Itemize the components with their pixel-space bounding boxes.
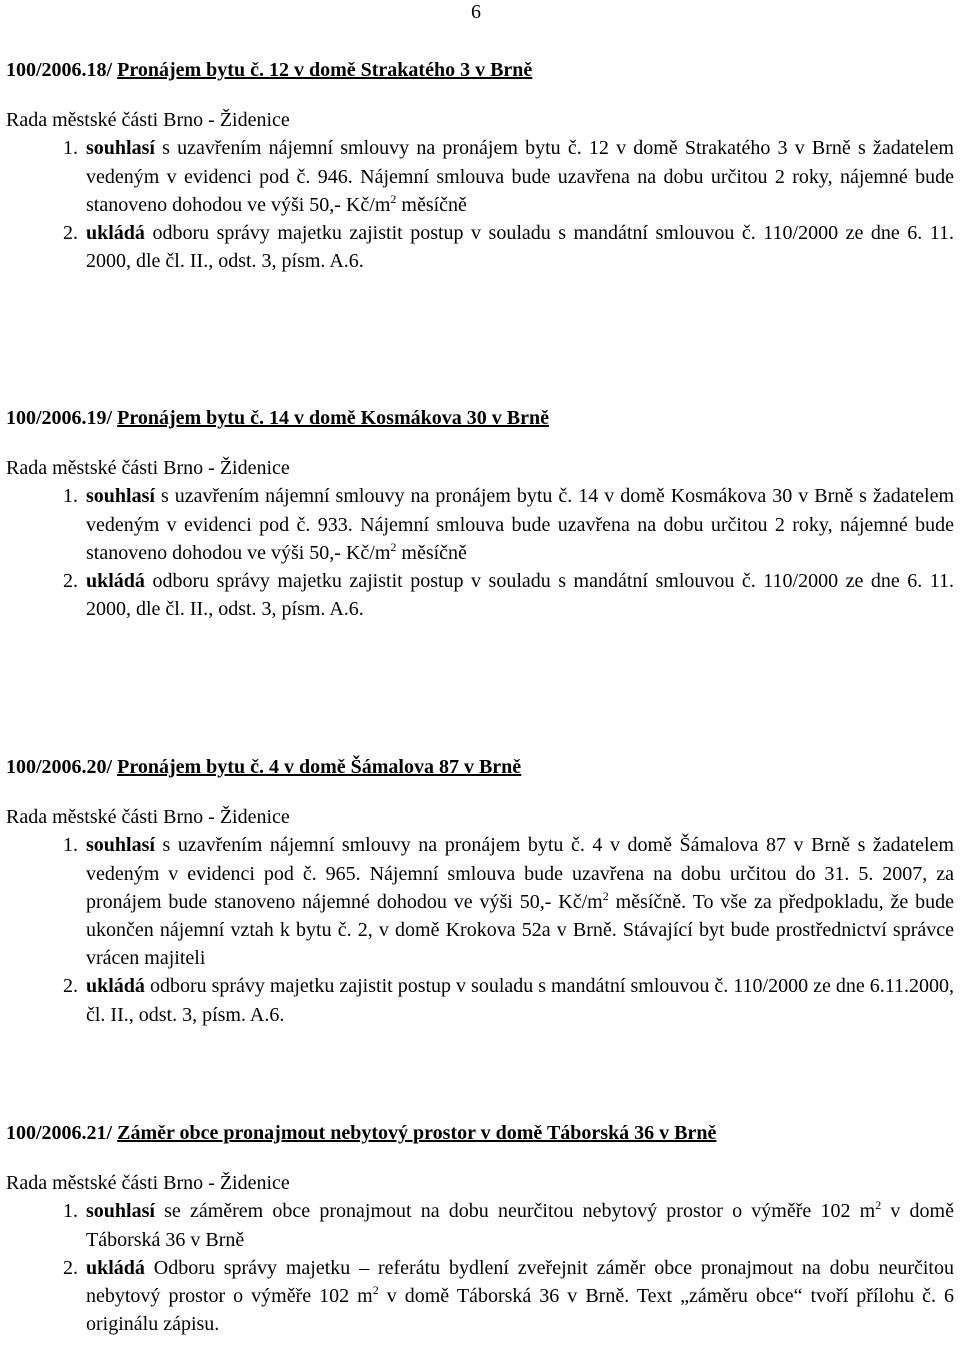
item-verb: ukládá [86, 1256, 145, 1279]
council-name: Rada městské části Brno - Židenice [6, 109, 290, 132]
superscript: 2 [875, 1198, 882, 1213]
resolution-items [6, 1197, 954, 1338]
item-text-cont: měsíčně [396, 541, 467, 564]
item-number: 1. [63, 1200, 78, 1223]
superscript: 2 [390, 191, 397, 206]
council-name: Rada městské části Brno - Židenice [6, 457, 290, 480]
item-text: s uzavřením nájemní smlouvy na pronájem bytu č. 12 v domě Strakatého 3 v Brně s žadatelem vedeným v evidenci pod č. 946. Nájemní smlouva bude uzavřena na dobu určitou 2 roky, nájemné bude stanoveno dohodou ve výši 50,- Kč/m [86, 137, 954, 216]
item-verb: souhlasí [86, 834, 155, 857]
item-verb: ukládá [86, 570, 145, 593]
resolution-number: 100/2006.21/ [6, 1122, 113, 1144]
resolution-item [6, 1254, 954, 1339]
item-text: odboru správy majetku zajistit postup v souladu s mandátní smlouvou č. 110/2000 ze dne 6. 11. 2000, dle čl. II., odst. 3, písm. A.6. [86, 222, 954, 273]
resolution-item [6, 134, 954, 219]
resolution-section [6, 56, 954, 275]
item-verb: souhlasí [86, 137, 155, 160]
resolution-heading [6, 753, 954, 781]
resolution-item [6, 219, 954, 275]
item-verb: ukládá [86, 222, 145, 245]
item-number: 2. [63, 1256, 78, 1279]
item-verb: souhlasí [86, 1200, 155, 1223]
item-text: s uzavřením nájemní smlouvy na pronájem bytu č. 4 v domě Šámalova 87 v Brně s žadatelem vedeným v evidenci pod č. 965. Nájemní smlouva bude uzavřena na dobu určitou do 31. 5. 2007, za pronájem bude stanoveno nájemné dohodou ve výši 50,- Kč/m [86, 834, 954, 913]
page-number: 6 [471, 1, 481, 23]
resolution-title: Záměr obce pronajmout nebytový prostor v domě Táborská 36 v Brně [117, 1122, 717, 1144]
item-text: se záměrem obce pronajmout na dobu neurčitou nebytový prostor o výměře 102 m [154, 1200, 876, 1223]
item-text: Odboru správy majetku – referátu bydlení zveřejnit záměr obce pronajmout na dobu neurčitou nebytový prostor o výměře 102 m [86, 1256, 954, 1308]
item-text: odboru správy majetku zajistit postup v souladu s mandátní smlouvou č. 110/2000 ze dne 6. 11. 2000, dle čl. II., odst. 3, písm. A.6. [86, 570, 954, 621]
resolution-heading [6, 1119, 954, 1147]
item-number: 2. [63, 570, 78, 593]
item-text: s uzavřením nájemní smlouvy na pronájem bytu č. 14 v domě Kosmákova 30 v Brně s žadatelem vedeným v evidenci pod č. 933. Nájemní smlouva bude uzavřena na dobu určitou 2 roky, nájemné bude stanoveno dohodou ve výši 50,- Kč/m [86, 485, 954, 564]
resolution-items [6, 831, 954, 1028]
resolution-item [6, 1197, 954, 1253]
resolution-heading [6, 404, 954, 432]
item-text-cont: v domě Táborská 36 v Brně [86, 1200, 954, 1251]
item-number: 2. [63, 975, 78, 998]
superscript: 2 [372, 1283, 379, 1298]
item-number: 1. [63, 137, 78, 160]
resolution-section [6, 753, 954, 1029]
superscript: 2 [390, 539, 397, 554]
resolution-section [6, 404, 954, 623]
resolution-item [6, 831, 954, 972]
resolution-items [6, 134, 954, 275]
resolution-item [6, 567, 954, 623]
superscript: 2 [602, 888, 609, 903]
resolution-heading [6, 56, 954, 84]
resolution-number: 100/2006.20/ [6, 756, 113, 778]
item-text-cont: měsíčně. To vše za předpokladu, že bude ukončen nájemní vztah k bytu č. 2, v domě Krokova 52a v Brně. Stávající byt bude prostřednictví správce vrácen majiteli [86, 890, 954, 970]
resolution-title: Pronájem bytu č. 4 v domě Šámalova 87 v Brně [117, 756, 522, 778]
item-text: odboru správy majetku zajistit postup v souladu s mandátní smlouvou č. 110/2000 ze dne 6.11.2000, čl. II., odst. 3, písm. A.6. [86, 975, 954, 1026]
resolution-section [6, 1119, 954, 1338]
resolution-title: Pronájem bytu č. 14 v domě Kosmákova 30 v Brně [117, 407, 549, 429]
resolution-items [6, 482, 954, 623]
item-text-cont: měsíčně [396, 193, 467, 216]
item-number: 2. [63, 222, 78, 245]
resolution-number: 100/2006.18/ [6, 59, 113, 81]
resolution-item [6, 482, 954, 567]
item-verb: ukládá [86, 975, 145, 998]
item-number: 1. [63, 834, 78, 857]
item-text-cont: v domě Táborská 36 v Brně. Text „záměru obce“ tvoří přílohu č. 6 originálu zápisu. [86, 1285, 954, 1336]
item-verb: souhlasí [86, 485, 155, 508]
resolution-item [6, 972, 954, 1028]
resolution-number: 100/2006.19/ [6, 407, 113, 429]
item-number: 1. [63, 485, 78, 508]
resolution-title: Pronájem bytu č. 12 v domě Strakatého 3 v Brně [117, 59, 533, 81]
council-name: Rada městské části Brno - Židenice [6, 806, 290, 829]
council-name: Rada městské části Brno - Židenice [6, 1172, 290, 1195]
